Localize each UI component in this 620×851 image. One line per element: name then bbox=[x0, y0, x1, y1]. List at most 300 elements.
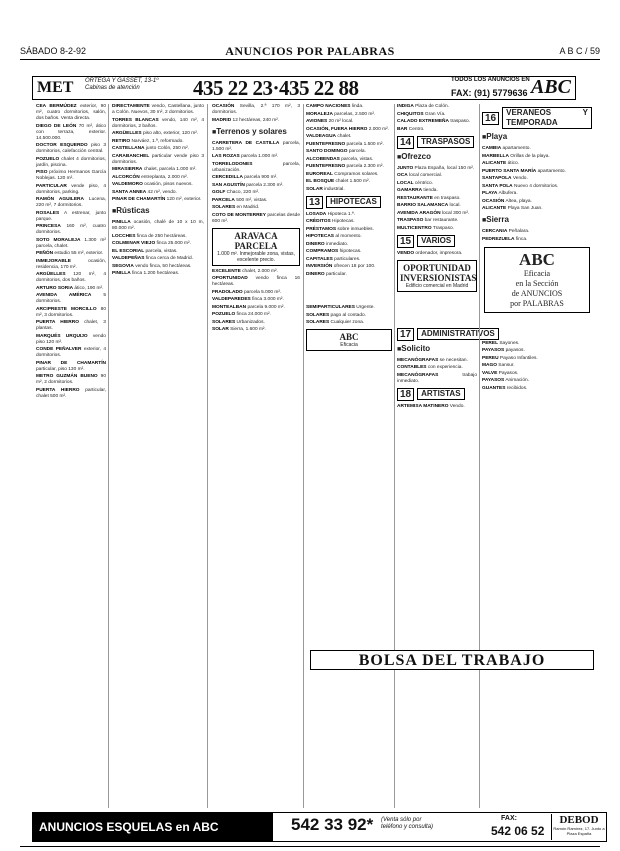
ad-keyword: LAS ROZAS bbox=[212, 154, 240, 159]
ad-keyword: CARRETERA DE CASTILLA bbox=[212, 140, 280, 146]
classified-ad bbox=[36, 157, 106, 169]
ad-keyword: SOLARES bbox=[306, 312, 330, 318]
classified-ad bbox=[397, 166, 477, 172]
classified-ad bbox=[36, 361, 106, 373]
ad-keyword: OPORTUNIDAD bbox=[212, 276, 248, 281]
debod-office bbox=[551, 814, 606, 840]
ad-text: entreplanta, 2.000 m². bbox=[141, 174, 188, 180]
classified-ad bbox=[482, 378, 592, 384]
ad-keyword: PEÑÓN bbox=[36, 251, 54, 256]
ad-keyword: EXCELENTE bbox=[212, 268, 241, 274]
section-traspasos bbox=[397, 136, 477, 149]
classified-ad bbox=[112, 197, 204, 203]
ad-text: finca de 250 hectáreas. bbox=[136, 233, 187, 239]
classified-ad bbox=[482, 154, 592, 160]
ad-keyword: MECANÓGRAFAS bbox=[397, 357, 439, 363]
ad-keyword: AVIONES bbox=[306, 119, 328, 124]
classified-ad bbox=[397, 112, 477, 118]
ad-text: parcela 1.500 m². bbox=[346, 141, 384, 147]
section-varios bbox=[397, 235, 477, 248]
ad-text: chalet, 2.000 m². bbox=[242, 268, 278, 274]
classified-ad bbox=[36, 184, 106, 196]
ad-text: local. bbox=[449, 203, 461, 208]
ad-keyword: ARGÜELLES bbox=[36, 272, 66, 277]
ad-text: apartamento. bbox=[537, 168, 566, 174]
classified-ad bbox=[112, 256, 204, 262]
ad-keyword: SEMIPARTICULARES bbox=[306, 305, 355, 310]
classified-ad bbox=[306, 264, 392, 270]
section-label: TRASPASOS bbox=[417, 136, 474, 148]
ad-text: estudio 55 m², exterior. bbox=[54, 251, 104, 256]
ad-text: parcela 5.000 m². bbox=[244, 289, 282, 295]
ad-text: local comercial. bbox=[409, 173, 443, 178]
section-rusticas: ■ Rústicas bbox=[112, 206, 204, 217]
ad-keyword: BAR bbox=[397, 126, 408, 132]
classified-ad bbox=[482, 356, 592, 362]
section-number: 18 bbox=[397, 388, 414, 401]
abc-promo-line: Eficacia bbox=[523, 268, 551, 278]
classified-ad bbox=[306, 234, 392, 240]
classified-ad bbox=[112, 104, 204, 116]
classified-ad bbox=[212, 175, 300, 181]
ad-text: céntrico. bbox=[414, 180, 434, 186]
ad-keyword: OCASIÓN bbox=[482, 198, 505, 204]
ad-text: 160 m², cuatro dormitorios. bbox=[36, 224, 106, 235]
classified-ad bbox=[212, 183, 300, 189]
ad-text: parcela, urbanización. bbox=[212, 161, 300, 173]
classified-ad bbox=[306, 249, 392, 255]
ad-keyword: OCASIÓN bbox=[212, 104, 235, 109]
classified-ad bbox=[306, 272, 392, 278]
classified-ad bbox=[482, 176, 592, 182]
classified-ad bbox=[482, 371, 592, 377]
ad-text: Altea, playa. bbox=[505, 198, 532, 204]
classified-ad bbox=[397, 181, 477, 187]
classified-ad bbox=[212, 162, 300, 174]
abc-promo-line: en la Sección bbox=[515, 278, 559, 288]
ad-keyword: DIRECTAMENTE bbox=[112, 104, 150, 109]
ad-text: con experiencia. bbox=[427, 365, 463, 370]
ad-text: ofrecen 18 por 100. bbox=[333, 264, 376, 269]
classified-ad bbox=[397, 218, 477, 224]
classified-ad bbox=[36, 307, 106, 319]
classified-ad bbox=[112, 220, 204, 232]
classified-ad bbox=[36, 224, 106, 236]
ad-text: exterior, 4 dormitorios. bbox=[36, 347, 106, 358]
ad-keyword: EL ESCORIAL bbox=[112, 248, 145, 254]
ad-keyword: VENDO bbox=[397, 250, 415, 256]
classified-ad bbox=[36, 251, 106, 257]
ad-text: parcelas, 2.500 m². bbox=[334, 111, 376, 117]
ad-keyword: INDIGA bbox=[397, 104, 414, 109]
fax-number: FAX: (91) 5779636 bbox=[451, 88, 528, 98]
ad-keyword: PINAR DE CHAMARTÍN bbox=[112, 197, 166, 202]
section-sierra: ■ Sierra bbox=[482, 215, 592, 226]
classified-ad bbox=[36, 238, 106, 250]
ad-text: ordenador, impresora. bbox=[415, 250, 463, 256]
contact-banner bbox=[32, 76, 576, 100]
ad-text: ático, 190 m². bbox=[74, 285, 104, 291]
ad-keyword: VALDEMORO bbox=[112, 182, 143, 187]
abc-promo-box bbox=[484, 247, 590, 313]
classified-ad bbox=[306, 179, 392, 185]
classified-ad bbox=[306, 313, 392, 319]
classified-ad bbox=[306, 172, 392, 178]
ad-text: 5 dormitorios. bbox=[36, 293, 106, 304]
ad-text: exterior, 90 m², cuatro dormitorios, salón, dos baños. Venta directa. bbox=[36, 104, 106, 121]
ad-keyword: PAYASOS bbox=[482, 348, 505, 353]
abc-promo-logo: ABC bbox=[519, 249, 555, 269]
ad-keyword: MARQUÉS URQUIJO bbox=[36, 333, 88, 339]
ad-text: Orillas de la playa. bbox=[510, 153, 550, 159]
ad-text: 70 m², ático con terraza, exterior. 14.500.000. bbox=[36, 123, 106, 141]
ad-keyword: CHIQUITOS bbox=[397, 111, 424, 117]
ad-keyword: PUERTO SANTA MARÍA bbox=[482, 168, 537, 174]
ad-text: particular vende piso 3 dormitorios. bbox=[112, 153, 204, 165]
ad-text: Plaza de Colón. bbox=[415, 104, 450, 109]
ad-text: 120 m², 4 dormitorios, dos baños. bbox=[36, 272, 106, 283]
ad-keyword: LOCCHES bbox=[112, 233, 136, 239]
fax-number: 542 06 52 bbox=[491, 824, 545, 838]
ad-text: 90 m², 2 dormitorios. bbox=[36, 374, 106, 385]
ad-text: ocasión, chalé de 10 x 10 m, 80.000 m². bbox=[112, 220, 204, 231]
ad-text: parcela 1.000 m². bbox=[241, 154, 279, 159]
classified-ad bbox=[482, 386, 592, 392]
ad-text: particulares. bbox=[334, 256, 361, 262]
ad-text: parcela 2.300 m². bbox=[346, 164, 384, 169]
ad-keyword: JUNTO bbox=[397, 165, 414, 171]
classified-ad bbox=[212, 141, 300, 153]
ad-keyword: OCASIÓN, FUERA HIERRO bbox=[306, 126, 368, 132]
classified-ad bbox=[112, 249, 204, 255]
ad-keyword: PLAYA bbox=[482, 191, 498, 196]
classified-ad bbox=[397, 188, 477, 194]
ad-keyword: SOTO MORALEJA bbox=[36, 237, 81, 243]
section-veraneos bbox=[482, 107, 592, 129]
ad-keyword: SEGOVIA bbox=[112, 263, 134, 269]
ad-text: trabajo inmediato. bbox=[397, 372, 477, 384]
ad-text: parcela 2.300 m². bbox=[246, 182, 284, 188]
oportunidad-box-ad bbox=[397, 260, 477, 292]
ad-keyword: CRÉDITOS bbox=[306, 219, 331, 224]
ad-text: 42 m², vendo. bbox=[147, 189, 177, 195]
classified-ad bbox=[112, 146, 204, 152]
ad-text: chalet, parcela 1.000 m². bbox=[143, 167, 197, 172]
ad-text: parcela. bbox=[348, 149, 366, 154]
section-number: 13 bbox=[306, 196, 323, 209]
classified-ad bbox=[36, 104, 106, 122]
ad-keyword: CALADO EXTREMEÑA bbox=[397, 119, 449, 124]
classified-ad bbox=[397, 211, 477, 217]
ad-text: finca 3.000 m². bbox=[252, 297, 284, 302]
ad-text: Albufera. bbox=[498, 191, 518, 196]
ad-keyword: ARCIPRESTE MORCILLO bbox=[36, 306, 97, 312]
classified-ad bbox=[397, 358, 477, 364]
ad-keyword: PINILLA bbox=[112, 220, 131, 225]
ad-text: recibidos. bbox=[506, 385, 528, 391]
section-solicito: ■ Solicito bbox=[397, 344, 477, 355]
ad-keyword: INMEJORABLE bbox=[36, 258, 71, 264]
ad-keyword: CEA BERMÚDEZ bbox=[36, 104, 77, 109]
ad-text: Nuevo 4 dormitorios. bbox=[514, 183, 559, 189]
classified-ad bbox=[306, 127, 392, 133]
ad-keyword: PEREL bbox=[482, 340, 498, 346]
esquelas-label: ANUNCIOS ESQUELAS en ABC bbox=[33, 813, 273, 841]
ad-text: Traspaso. bbox=[432, 225, 454, 231]
classified-ad bbox=[36, 347, 106, 359]
ad-text: próximo Hermanos García Noblejas. 120 m². bbox=[36, 170, 106, 181]
classified-ad bbox=[212, 297, 300, 303]
classified-ad bbox=[212, 290, 300, 296]
office-address: ORTEGA Y GASSET, 13-1º Cabinas de atención bbox=[85, 78, 159, 91]
ad-keyword: EL BOSQUE bbox=[306, 179, 335, 184]
ad-keyword: BARRIO SALAMANCA bbox=[397, 203, 449, 208]
ad-keyword: TRASPASO bbox=[397, 218, 424, 223]
classified-ad bbox=[397, 127, 477, 133]
classified-ad bbox=[36, 259, 106, 271]
classified-ad bbox=[112, 131, 204, 137]
classified-ad bbox=[36, 197, 106, 209]
classified-ad bbox=[482, 341, 592, 347]
classified-ad bbox=[397, 203, 477, 209]
classified-ad bbox=[112, 271, 204, 277]
ad-text: linda. bbox=[351, 104, 364, 109]
classified-ad bbox=[112, 241, 204, 247]
ad-keyword: INVERSIÓN bbox=[306, 264, 333, 269]
abc-promo-line: por PALABRAS bbox=[510, 298, 564, 308]
ad-keyword: SANTA ANNEA bbox=[112, 189, 147, 195]
ad-keyword: FRADOLADO bbox=[212, 289, 243, 295]
ad-keyword: PUERTA HIERRO bbox=[36, 320, 79, 325]
section-number: 15 bbox=[397, 235, 414, 248]
ad-keyword: PAYASOS bbox=[482, 378, 505, 383]
oportunidad-text: Edificio comercial en Madrid bbox=[405, 282, 469, 289]
ad-text: sobre inmuebles. bbox=[337, 226, 374, 232]
ad-text: en Madrid. bbox=[236, 205, 260, 210]
aravaca-text: 1.000 m². Inmejorable zona, vistas, excelente precio. bbox=[217, 250, 295, 263]
ad-text: inmediato. bbox=[326, 241, 349, 247]
ad-text: A estrenar, junto parque. bbox=[36, 210, 107, 222]
classified-ad bbox=[482, 363, 592, 369]
classified-ad bbox=[306, 219, 392, 225]
section-number: 14 bbox=[397, 136, 414, 149]
ad-column-1 bbox=[36, 104, 106, 808]
ad-keyword: MULTICENTRO bbox=[397, 225, 432, 231]
ad-column-2 bbox=[112, 104, 204, 808]
ad-keyword: VALVE bbox=[482, 370, 498, 376]
classified-ad bbox=[112, 175, 204, 181]
section-playa: ■ Playa bbox=[482, 132, 592, 143]
ad-text: junto Colón, 250 m². bbox=[145, 146, 190, 151]
ad-keyword: RETIRO bbox=[112, 138, 131, 144]
classified-ad bbox=[482, 229, 592, 235]
issue-date: SÁBADO 8-2-92 bbox=[20, 46, 87, 56]
ad-keyword: LOCAL bbox=[397, 180, 414, 186]
ad-keyword: PEREU bbox=[482, 355, 499, 361]
ad-text: Animación. bbox=[505, 378, 530, 383]
classified-ad bbox=[212, 198, 300, 204]
classified-ad bbox=[36, 320, 106, 332]
classified-ad bbox=[306, 149, 392, 155]
classified-ad bbox=[212, 327, 300, 333]
section-artistas bbox=[397, 388, 477, 401]
ad-text: Gran Vía. bbox=[424, 111, 446, 117]
classified-ad bbox=[306, 157, 392, 163]
classified-ad bbox=[482, 237, 592, 243]
ad-keyword: ARTURO SORIA bbox=[36, 285, 74, 291]
ad-text: parcela 9.000 m². bbox=[247, 304, 285, 310]
ads-notice: TODOS LOS ANUNCIOS EN bbox=[451, 77, 530, 83]
ad-keyword: VALDEPEÑAS bbox=[112, 256, 145, 261]
ad-text: traspaso. bbox=[450, 119, 471, 124]
ad-text: tienda. bbox=[423, 188, 438, 193]
section-ofrezco: ■ Ofrezco bbox=[397, 152, 477, 163]
ad-keyword: FUENTEFRESNO bbox=[306, 164, 346, 169]
classified-ad bbox=[212, 276, 300, 288]
ad-text: parcelas desde 600 m². bbox=[212, 212, 300, 224]
ad-keyword: CAPITALES bbox=[306, 256, 333, 262]
ad-keyword: AVENIDA AMÉRICA bbox=[36, 293, 92, 298]
classified-ad bbox=[36, 170, 106, 182]
ad-keyword: CAMBIA bbox=[482, 146, 502, 151]
ad-keyword: PRINCESA bbox=[36, 224, 61, 229]
ad-keyword: MECANÓGRAFAS bbox=[397, 372, 439, 378]
classified-ad bbox=[397, 365, 477, 371]
classified-ad bbox=[36, 334, 106, 346]
ad-keyword: VALDEAGUA bbox=[306, 134, 337, 139]
ad-text: Urbanizados. bbox=[236, 319, 265, 325]
classified-ad bbox=[397, 173, 477, 179]
section-hipotecas bbox=[306, 196, 392, 209]
ad-keyword: PRÉSTAMOS bbox=[306, 226, 337, 232]
ad-keyword: ROSALES bbox=[36, 210, 60, 216]
ad-keyword: SAN AGUSTÍN bbox=[212, 182, 245, 188]
ad-text: Payasos. bbox=[498, 370, 519, 376]
ad-keyword: MAGO bbox=[482, 363, 497, 368]
classified-ad bbox=[482, 199, 592, 205]
classified-ad bbox=[306, 164, 392, 170]
ad-keyword: MIRASIERRA bbox=[112, 167, 143, 172]
ad-keyword: POZUELO bbox=[36, 156, 60, 162]
ad-text: Cualquier zona. bbox=[330, 320, 365, 325]
ad-keyword: SOLARES bbox=[306, 320, 330, 325]
ad-text: Vendo. bbox=[449, 403, 465, 409]
classified-ad bbox=[112, 234, 204, 240]
ad-keyword: MONTEALBAN bbox=[212, 304, 247, 310]
classified-ad bbox=[397, 251, 477, 257]
section-label: VARIOS bbox=[417, 235, 455, 247]
ad-keyword: CERCEDILLA bbox=[212, 175, 243, 180]
ad-text: vendo finca 16 hectáreas. bbox=[212, 276, 300, 287]
classified-ad bbox=[306, 305, 392, 311]
ad-keyword: DIEGO DE LEÓN bbox=[36, 123, 77, 129]
ad-text: Peñalara. bbox=[508, 229, 530, 234]
ad-keyword: LOSADA bbox=[306, 211, 327, 217]
ad-text: particular, piso 130 m². bbox=[36, 366, 85, 372]
ad-text: 1.300 m² parcela, chalet. bbox=[36, 237, 106, 249]
classified-ad bbox=[36, 272, 106, 284]
abc-small-text: Eficacia bbox=[340, 342, 358, 348]
page-title: ANUNCIOS POR PALABRAS bbox=[225, 44, 395, 58]
classified-ad bbox=[112, 264, 204, 270]
classified-ad bbox=[482, 169, 592, 175]
classified-ad bbox=[306, 227, 392, 233]
ad-keyword: OCA bbox=[397, 173, 408, 178]
ad-keyword: SANTAPOLA bbox=[482, 176, 512, 181]
ad-column-6 bbox=[482, 104, 592, 808]
ad-text: Narváez, 1.ª, reformado. bbox=[131, 138, 184, 144]
ad-text: bar restaurante. bbox=[424, 218, 459, 223]
classified-ad bbox=[482, 348, 592, 354]
section-label: ADMINISTRATIVOS bbox=[417, 328, 499, 340]
ad-text: pago al contado. bbox=[330, 312, 367, 318]
ad-text: finca 1.200 hectáreas. bbox=[132, 271, 180, 276]
ad-keyword: SOLAR bbox=[306, 186, 323, 192]
ad-keyword: PISO bbox=[36, 170, 48, 175]
ad-keyword: CONTABLES bbox=[397, 365, 427, 370]
ad-keyword: RESTAURANTE bbox=[397, 195, 433, 201]
ad-text: particular, chalet 500 m². bbox=[36, 387, 106, 399]
classified-ad bbox=[306, 320, 392, 326]
ad-keyword: GAMARRA bbox=[397, 188, 423, 193]
classified-ad bbox=[36, 286, 106, 292]
ad-keyword: SOLARES bbox=[212, 205, 236, 210]
aravaca-title: ARAVACA PARCELA bbox=[234, 230, 278, 251]
ad-keyword: GUANTES bbox=[482, 385, 506, 391]
ad-keyword: ALCOBENDAS bbox=[306, 156, 340, 162]
ad-keyword: CONDE PEÑALVER bbox=[36, 347, 82, 352]
ad-keyword: CARABANCHEL bbox=[112, 153, 150, 159]
ad-text: Centro. bbox=[408, 126, 425, 132]
classified-ad bbox=[482, 191, 592, 197]
classified-ad bbox=[212, 190, 300, 196]
ad-keyword: EUROREAL bbox=[306, 171, 333, 177]
classified-ad bbox=[397, 196, 477, 202]
classified-ad bbox=[482, 161, 592, 167]
ad-text: vendo, Castellana, junto a Colón. Nuevos, 30 m², 2 dormitorios. bbox=[112, 104, 204, 115]
ad-text: Lucena, 220 m², 7 dormitorios. bbox=[36, 197, 106, 208]
abc-small-box bbox=[306, 329, 392, 351]
ad-keyword: PEDREZUELA bbox=[482, 236, 515, 242]
bolsa-trabajo-heading: BOLSA DEL TRABAJO bbox=[310, 650, 594, 670]
section-number: 17 bbox=[397, 328, 414, 341]
esquelas-banner bbox=[32, 812, 607, 842]
ad-text: finca 25.000 m². bbox=[156, 241, 191, 246]
ad-text: Compramos solares. bbox=[334, 171, 379, 177]
ad-keyword: AVENIDA ARAGÓN bbox=[397, 210, 441, 216]
classified-ad bbox=[306, 119, 392, 125]
ad-keyword: TORRES BLANCAS bbox=[112, 117, 159, 123]
ad-keyword: CASTELLANA bbox=[112, 146, 145, 151]
ad-keyword: PINAR DE CHAMARTÍN bbox=[36, 360, 106, 366]
section-administrativos bbox=[397, 328, 495, 341]
ad-keyword: MADRID bbox=[212, 117, 232, 123]
classified-ad bbox=[112, 167, 204, 173]
ad-text: Plaza España, local 150 m². bbox=[414, 165, 475, 171]
ad-text: 2.000 m². bbox=[368, 126, 389, 132]
ad-text: 500 m², vistas. bbox=[236, 197, 268, 203]
page-header bbox=[20, 44, 600, 60]
ad-text: ático. bbox=[507, 161, 520, 166]
classified-ad bbox=[212, 154, 300, 160]
abc-small-logo: ABC bbox=[339, 332, 359, 342]
ad-text: parcela, 1.500 m². bbox=[212, 140, 300, 152]
ad-text: piso alto, exterior, 120 m². bbox=[142, 131, 199, 136]
classified-ad bbox=[212, 213, 300, 225]
classified-ad bbox=[36, 143, 106, 155]
classified-ad bbox=[482, 184, 592, 190]
section-number: 16 bbox=[482, 112, 499, 125]
